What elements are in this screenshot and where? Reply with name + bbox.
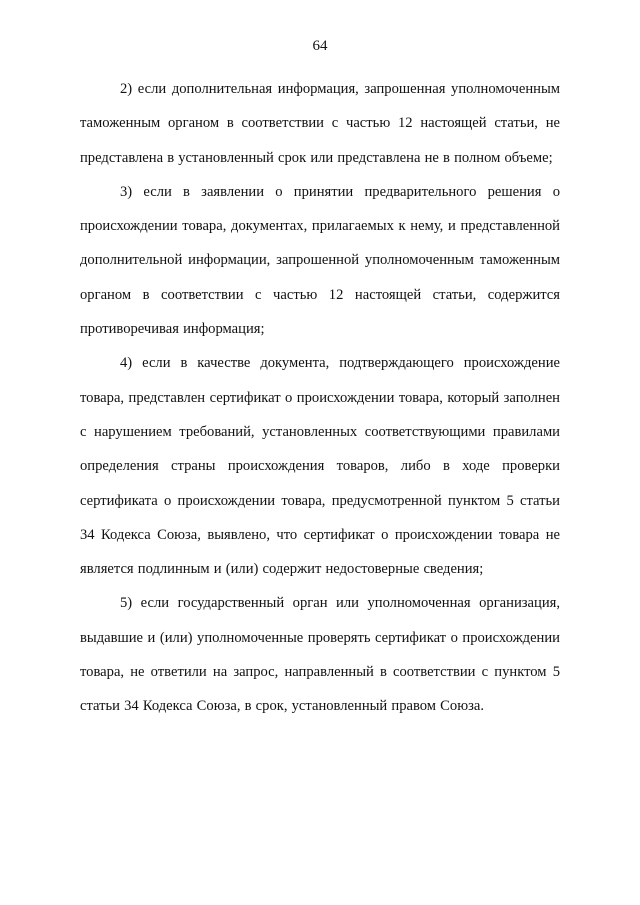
paragraph-item-2: 2) если дополнительная информация, запрошенная уполномоченным таможенным органом в соответствии с частью 12 настоящей статьи, не представлена в установленный срок или представлена не в полном объеме; — [80, 81, 560, 166]
paragraph-item-5: 5) если государственный орган или уполномоченная организация, выдавшие и (или) уполномоченные проверять сертификат о происхождении товара, не ответили на запрос, направленный в соответствии с пунктом 5 статьи 34 Кодекса Союза, в срок, установленный правом Союза. — [80, 595, 560, 715]
page-number: 64 — [312, 38, 328, 54]
document-body — [80, 72, 560, 724]
paragraph-item-4: 4) если в качестве документа, подтверждающего происхождение товара, представлен сертификат о происхождении товара, который заполнен с нарушением требований, установленных соответствующими правилами определения страны происхождения товаров, либо в ходе проверки сертификата о происхождении товара, предусмотренной пунктом 5 статьи 34 Кодекса Союза, выявлено, что сертификат о происхождении товара не является подлинным и (или) содержит недостоверные сведения; — [80, 355, 560, 578]
paragraph-item-3: 3) если в заявлении о принятии предварительного решения о происхождении товара, документах, прилагаемых к нему, и представленной дополнительной информации, запрошенной уполномоченным таможенным органом в соответствии с частью 12 настоящей статьи, содержится противоречивая информация; — [80, 183, 560, 338]
